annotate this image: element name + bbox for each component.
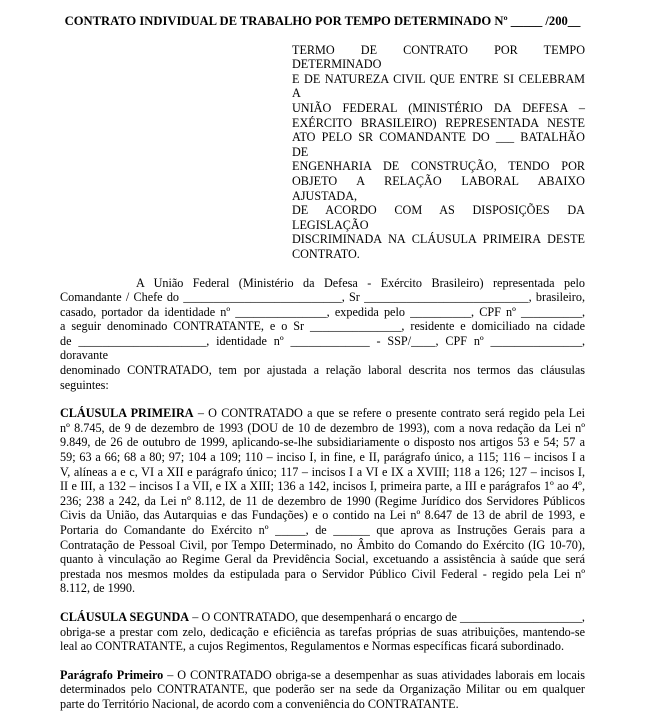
clause-line: 8.112, de 1990. [60, 581, 136, 596]
preamble-line: EXÉRCITO BRASILEIRO) REPRESENTADA NESTE [292, 115, 585, 130]
preamble-line: DISCRIMINADA NA CLÁUSULA PRIMEIRA DESTE [292, 232, 585, 247]
paragraph-heading: Parágrafo Primeiro [60, 667, 164, 682]
clause-line [60, 610, 585, 625]
paragraph-first [60, 668, 585, 712]
intro-line: seguintes: [60, 377, 109, 392]
clause-line: obriga-se a prestar com zelo, dedicação e eficiência as tarefas próprias de suas atribuições, mantendo-se [60, 624, 585, 639]
clause-line [60, 406, 585, 421]
clause-heading: CLÁUSULA PRIMEIRA [60, 406, 194, 421]
clause-line [60, 668, 585, 683]
clause-text: – O CONTRATADO, que desempenhará o encargo de ____________________, [189, 609, 585, 624]
contract-title: CONTRATO INDIVIDUAL DE TRABALHO POR TEMPO DETERMINADO Nº _____ /200__ [64, 14, 581, 28]
clause-line: 236; 238 a 242, da Lei nº 8.112, de 11 de dezembro de 1990 (Regime Jurídico dos Servidores Públicos [60, 493, 585, 508]
preamble-line: OBJETO A RELAÇÃO LABORAL ABAIXO AJUSTADA, [292, 173, 585, 203]
clause-line: 9.849, de 26 de outubro de 1999, aplicando-se-lhe subsidiariamente o disposto nos artigos 53 e 54; 57 a [60, 435, 585, 450]
intro-line: casado, portador da identidade nº _______________, expedida pelo __________, CPF nº __________, [60, 304, 585, 319]
intro-line: Comandante / Chefe do __________________________, Sr ___________________________, brasileiro, [60, 290, 585, 305]
preamble-line: E DE NATUREZA CIVIL QUE ENTRE SI CELEBRAM A [292, 71, 585, 101]
clause-line: II e III, a 132 – incisos I a VII, e IX a XIII; 136 a 142, incisos I, primeira parte, a III e parágrafos 1º ao 4º, [60, 479, 585, 494]
clause-line: nº 8.745, de 9 de dezembro de 1993 (DOU de 10 de dezembro de 1993), com a nova redação da Lei nº [60, 420, 585, 435]
clause-line: parte do Território Nacional, de acordo com a conveniência do CONTRATANTE. [60, 696, 459, 711]
intro-paragraph [60, 276, 585, 393]
clause-first [60, 406, 585, 596]
intro-line: de _____________________, identidade nº _____________ - SSP/____, CPF nº _______________, doravante [60, 333, 585, 363]
preamble-line: UNIÃO FEDERAL (MINISTÉRIO DA DEFESA – [292, 100, 585, 115]
clause-line: 59; 63 a 66; 68 a 80; 97; 104 a 109; 110 – inciso I, in fine, e II, parágrafo único, a 115; 116 – incisos I a [60, 450, 585, 465]
clause-line: quanto à vinculação ao Regime Geral da Previdência Social, excetuando a assistência à saúde que será [60, 552, 585, 567]
clause-text: – O CONTRATADO a que se refere o presente contrato será regido pela Lei [193, 406, 585, 421]
clause-text: – O CONTRATADO obriga-se a desempenhar as suas atividades laborais em locais [163, 667, 585, 682]
preamble-line: TERMO DE CONTRATO POR TEMPO DETERMINADO [292, 42, 585, 72]
preamble-line: CONTRATO. [292, 246, 360, 261]
clause-line: Contratação de Pessoal Civil, por Tempo Determinado, no Âmbito do Comando do Exército (IG 10-70), [60, 537, 585, 552]
clause-line: Portaria do Comandante do Exército nº _____, de ______ que aprova as Instruções Gerais para a [60, 523, 585, 537]
clause-line: V, alíneas a e c, VI a XII e parágrafo único; 117 – incisos I a VI e IX a XVIII; 118 a 126; 127 – incisos I, [60, 464, 585, 479]
intro-line: denominado CONTRATADO, tem por ajustada a relação laboral descrita nos termos das cláusulas [60, 363, 585, 378]
clause-line: Civis da União, das Autarquias e das Fundações) e o contido na Lei nº 8.647 de 13 de abril de 1993, e [60, 508, 585, 523]
clause-line: prestada nos mesmos moldes da estipulada para o Servidor Público Civil Federal - regido pela Lei nº [60, 566, 585, 581]
intro-line: A União Federal (Ministério da Defesa - Exército Brasileiro) representada pelo [136, 275, 585, 290]
clause-second [60, 610, 585, 654]
preamble-line: ATO PELO SR COMANDANTE DO ___ BATALHÃO DE [292, 130, 585, 159]
clause-heading: CLÁUSULA SEGUNDA [60, 609, 190, 624]
clause-line: leal ao CONTRATANTE, a cujos Regimentos, Regulamentos e Normas específicas ficará subordinado. [60, 639, 564, 654]
contract-preamble [292, 43, 585, 262]
preamble-line: DE ACORDO COM AS DISPOSIÇÕES DA LEGISLAÇÃO [292, 203, 585, 232]
preamble-line: ENGENHARIA DE CONSTRUÇÃO, TENDO POR [292, 159, 585, 174]
intro-line: a seguir denominado CONTRATANTE, e o Sr _______________, residente e domiciliado na cidade [60, 319, 585, 334]
clause-line: determinados pelo CONTRATANTE, que poderão ser na sede da Organização Militar ou em qualquer [60, 682, 585, 697]
